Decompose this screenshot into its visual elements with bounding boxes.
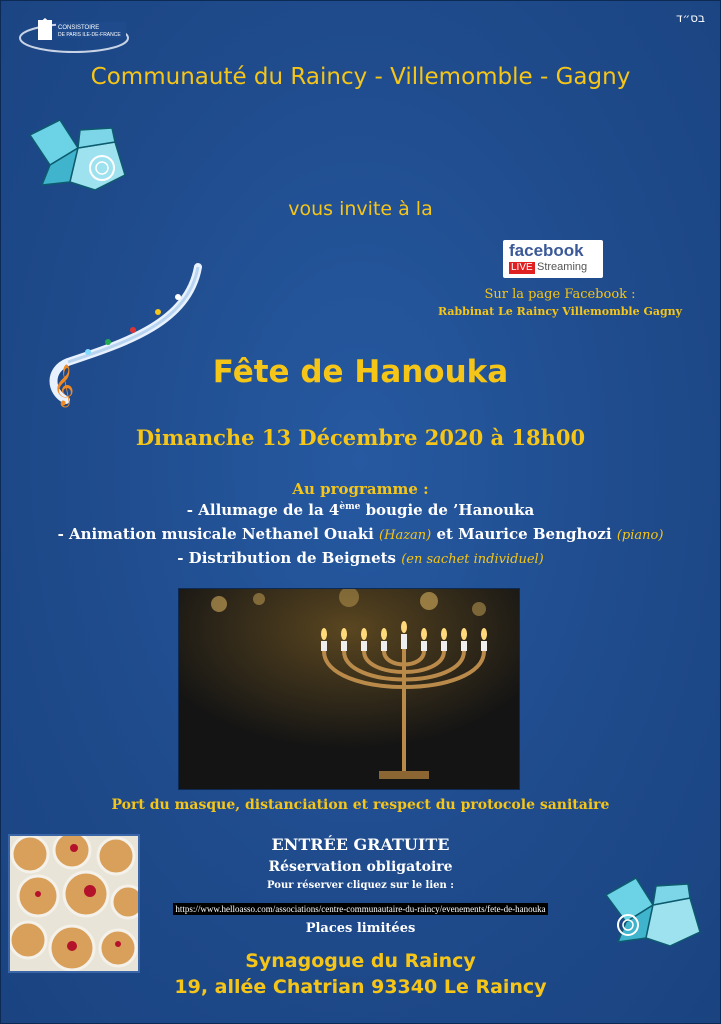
logo-line-2: DE PARIS ILE-DE-FRANCE [58,32,121,38]
community-name: Communauté du Raincy - Villemomble - Gagny [90,64,631,90]
program-item-music: - Animation musicale Nethanel Ouaki (Hazan) et Maurice Benghozi (piano) [57,525,664,543]
reservation-link[interactable]: https://www.helloasso.com/associations/centre-communautaire-du-raincy/evenements/fete-de-hanouka [175,904,546,914]
live-label: LIVE [511,262,533,273]
places-limited: Places limitées [305,921,416,936]
venue-name: Synagogue du Raincy [245,950,476,972]
menorah-photo [178,588,520,790]
sanitary-notice: Port du masque, distanciation et respect du protocole sanitaire [111,797,610,813]
reservation-mandatory: Réservation obligatoire [268,859,453,875]
program-item-donuts: - Distribution de Beignets (en sachet individuel) [177,549,544,567]
event-date: Dimanche 13 Décembre 2020 à 18h00 [135,425,586,450]
logo-line-1: CONSISTOIRE [58,25,100,31]
facebook-page-name: Rabbinat Le Raincy Villemomble Gagny [437,305,683,318]
venue-address: 19, allée Chatrian 93340 Le Raincy [174,976,547,998]
streaming-label: Streaming [537,261,588,273]
dreidel-icon [20,110,132,204]
music-notes-icon [38,262,208,416]
bsd-mark: בס״ד [675,11,705,25]
facebook-live-badge [503,240,603,278]
reservation-cta: Pour réserver cliquez sur le lien : [267,880,454,891]
svg-text:𝄞: 𝄞 [53,365,75,406]
consistoire-logo [18,16,130,54]
program-title: Au programme : [292,480,429,498]
event-title: Fête de Hanouka [212,354,509,390]
dreidel-icon-bottom [598,870,710,954]
entry-free: ENTRÉE GRATUITE [271,835,450,854]
facebook-brand: facebook [509,241,584,260]
facebook-page-label: Sur la page Facebook : [484,287,636,302]
invite-text: vous invite à la [288,198,433,220]
program-item-candle: - Allumage de la 4ème bougie de ’Hanouka [186,501,535,519]
